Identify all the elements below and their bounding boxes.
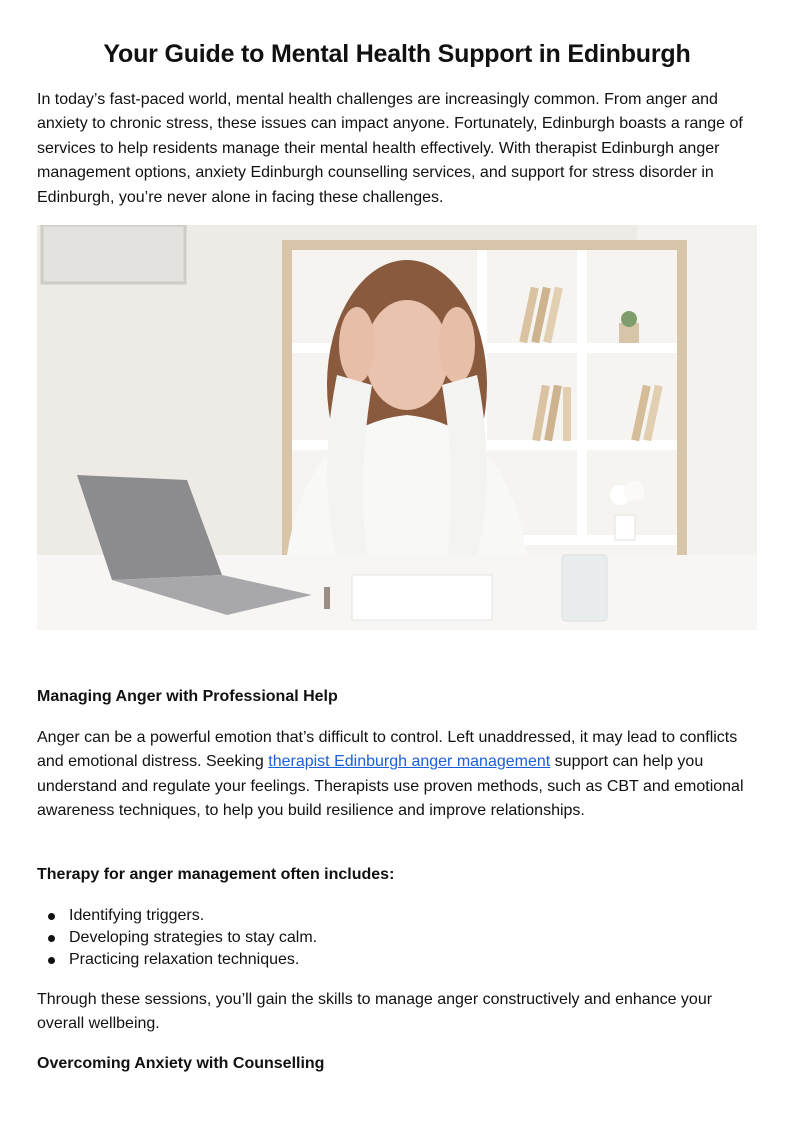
section-heading-therapy: Therapy for anger management often includes: [37, 866, 395, 883]
list-item [37, 905, 317, 927]
list-item [37, 949, 317, 971]
hero-image [37, 225, 757, 630]
intro-paragraph: In today’s fast-paced world, mental health challenges are increasingly common. From anger and anxiety to chronic stress, these issues can impact anyone. Fortunately, Edinburgh boasts a range of services to help residents manage their mental health effectively. With therapist Edinburgh anger management options, anxiety Edinburgh counselling services, and support for stress disorder in Edinburgh, you’re never alone in facing these challenges. [37, 91, 743, 206]
section-heading-anger: Managing Anger with Professional Help [37, 688, 338, 705]
list-item-text: Developing strategies to stay calm. [69, 929, 318, 946]
therapy-list [37, 905, 317, 971]
page-title: Your Guide to Mental Health Support in Edinburgh [103, 40, 691, 68]
stressed-woman-at-desk-illustration [37, 225, 757, 630]
therapist-anger-management-link[interactable]: therapist Edinburgh anger management [268, 753, 551, 771]
list-item-text: Practicing relaxation techniques. [69, 951, 300, 968]
section-heading-anxiety: Overcoming Anxiety with Counselling [37, 1055, 325, 1072]
anger-paragraph-text-2: support can help you understand and regulate your feelings. Therapists use proven methods, such as CBT and emotional awareness techniques, to help you build resilience and improve relationships. [37, 753, 744, 820]
anger-paragraph [37, 726, 757, 824]
bullet-icon [48, 913, 55, 920]
list-item-text: Identifying triggers. [69, 907, 205, 924]
anger-paragraph-text-1: Anger can be a powerful emotion that’s difficult to control. Left unaddressed, it may lead to conflicts and emotional distress. Seeking [37, 729, 738, 771]
bullet-icon [48, 935, 55, 942]
bullet-icon [48, 957, 55, 964]
therapy-closing-paragraph: Through these sessions, you’ll gain the skills to manage anger constructively and enhance your overall wellbeing. [37, 991, 713, 1033]
list-item [37, 927, 317, 949]
